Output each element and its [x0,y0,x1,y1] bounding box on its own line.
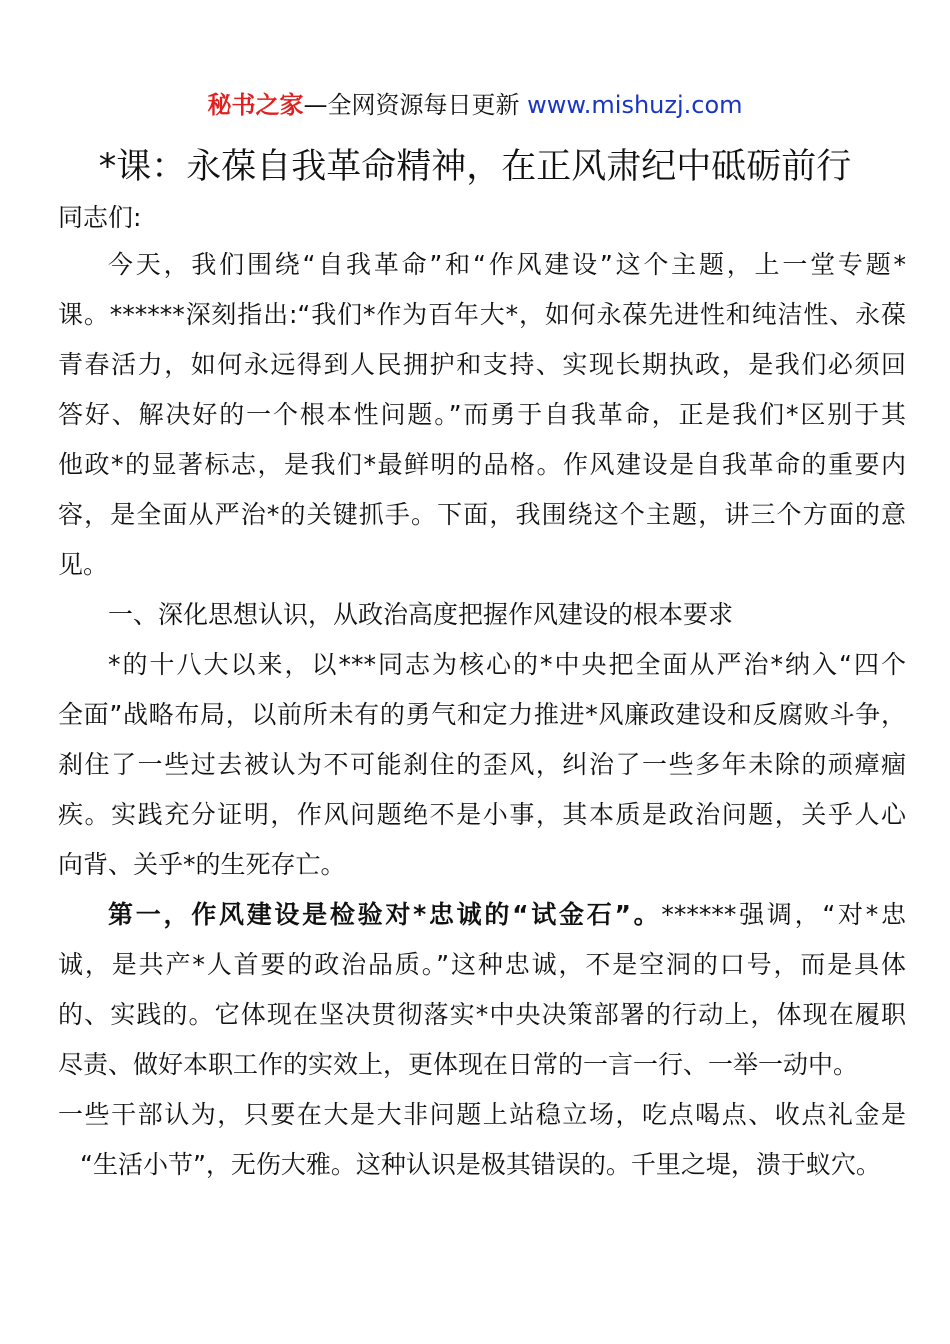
text-line: 见。 [58,550,109,579]
document-body [58,200,906,1190]
text-line [58,890,906,940]
text-line: 答好、解决好的一个根本性问题。”而勇于自我革命，正是我们*区别于其 [58,400,906,429]
paragraph-intro [58,240,906,590]
text-line: 课。******深刻指出:“我们*作为百年大*，如何永葆先进性和纯洁性、永葆 [58,300,906,329]
text-line: 青春活力，如何永远得到人民拥护和支持、实现长期执政，是我们必须回 [58,350,906,379]
paragraph-point-one [58,890,906,1190]
paragraph-section1 [58,640,906,890]
brand-name: 秘书之家 [207,91,304,119]
salutation: 同志们: [58,203,142,232]
text-line: 诚，是共产*人首要的政治品质。”这种忠诚，不是空洞的口号，而是具体 [58,950,906,979]
text-line: *的十八大以来，以***同志为核心的*中央把全面从严治*纳入“四个 [108,650,906,679]
text-line: “生活小节”，无伤大雅。这种认识是极其错误的。千里之堤，溃于蚁穴。 [80,1150,881,1179]
site-url-link[interactable]: www.mishuzj.com [527,91,743,119]
text-line: 全面”战略布局，以前所未有的勇气和定力推进*风廉政建设和反腐败斗争， [58,700,906,729]
text-line: 今天，我们围绕“自我革命”和“作风建设”这个主题，上一堂专题* [108,250,906,279]
text-line: 向背、关乎*的生死存亡。 [58,850,346,879]
text-line: 刹住了一些过去被认为不可能刹住的歪风，纠治了一些多年未除的顽瘴痼 [58,750,906,779]
document-title: *课：永葆自我革命精神，在正风肃纪中砥砺前行 [98,147,852,187]
section-heading: 一、深化思想认识，从政治高度把握作风建设的根本要求 [108,600,734,629]
text-line: 他政*的显著标志，是我们*最鲜明的品格。作风建设是自我革命的重要内 [58,450,906,479]
text-line: 一些干部认为，只要在大是大非问题上站稳立场，吃点喝点、收点礼金是 [58,1100,906,1129]
text-line: 尽责、做好本职工作的实效上，更体现在日常的一言一行、一举一动中。 [58,1050,859,1079]
site-header [0,90,950,120]
text-line: 的、实践的。它体现在坚决贯彻落实*中央决策部署的行动上，体现在履职 [58,1000,906,1029]
text-line: 容，是全面从严治*的关键抓手。下面，我围绕这个主题，讲三个方面的意 [58,500,906,529]
header-tagline: —全网资源每日更新 [303,91,528,119]
point-one-heading: 第一，作风建设是检验对*忠诚的“试金石”。 [108,900,662,929]
text-line: 疾。实践充分证明，作风问题绝不是小事，其本质是政治问题，关乎人心 [58,800,906,829]
point-one-text: ******强调，“对*忠 [661,900,906,929]
